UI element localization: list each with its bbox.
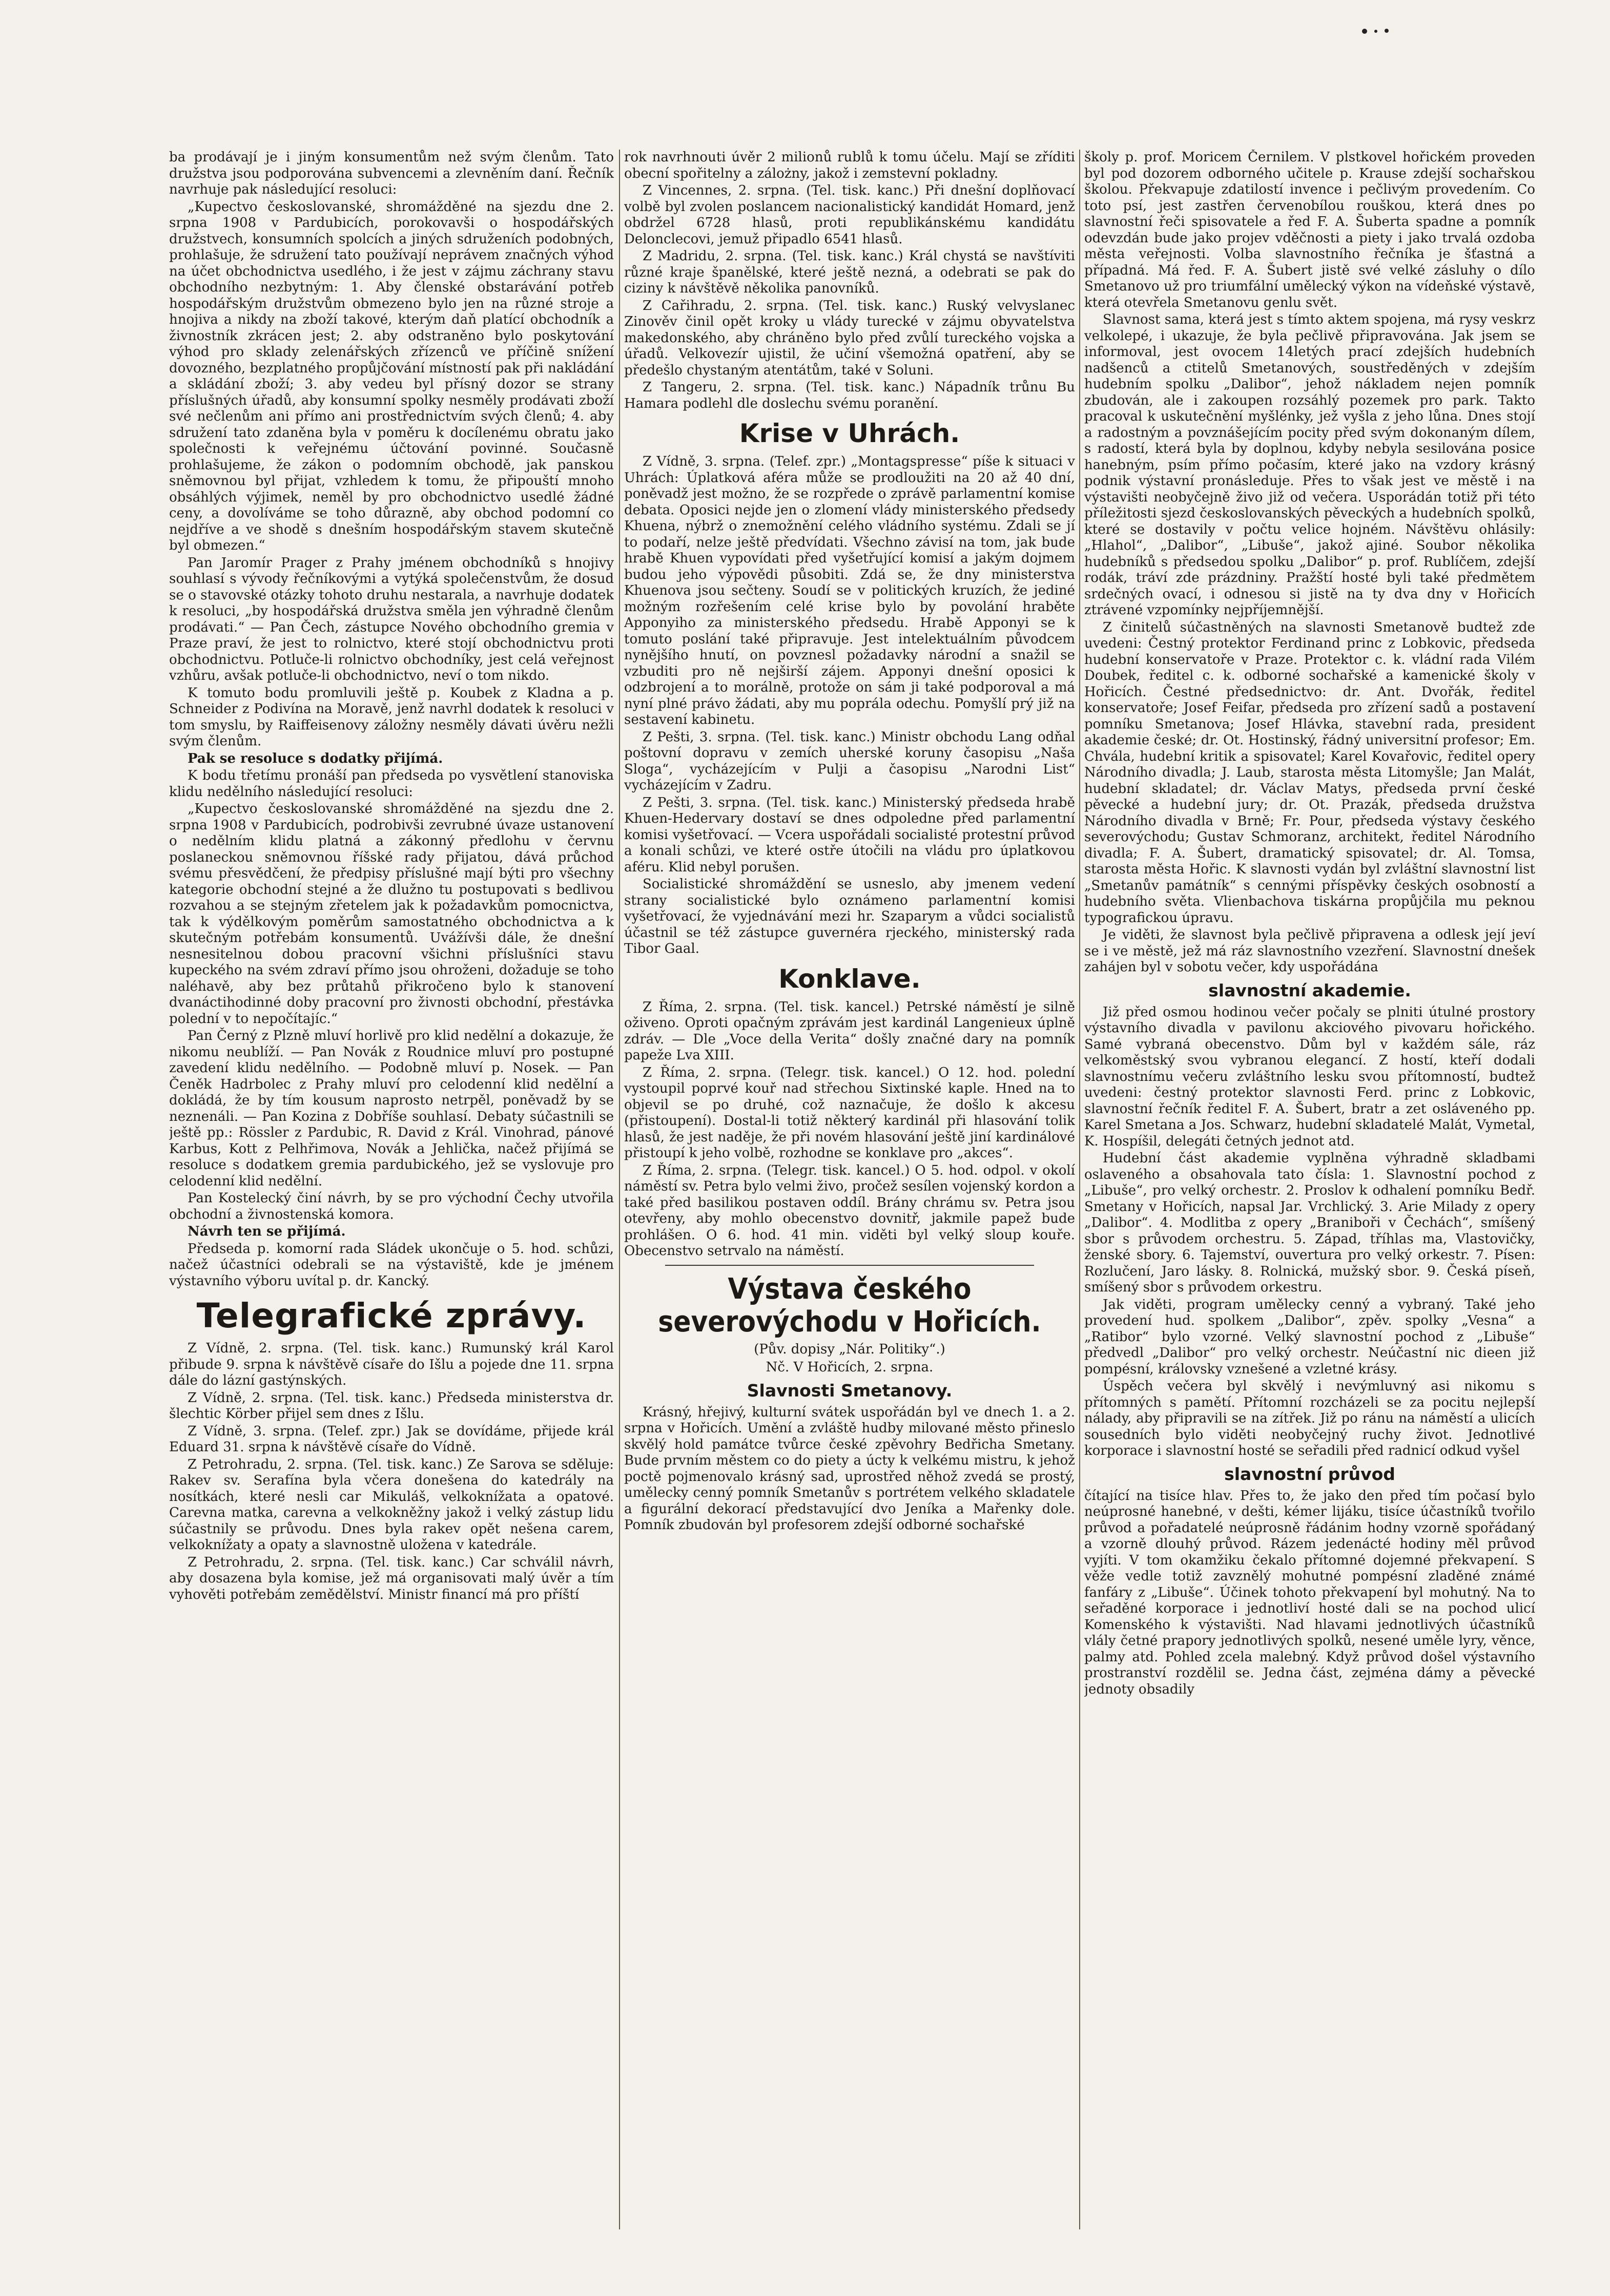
article-paragraph: Pan Jaromír Prager z Prahy jménem obchodníků s hnojivy souhlasí s vývody řečníkovými a vytýká společenstvům, že dosud se o stavovské otázky tohoto druhu nestarala, a navrhuje dodatek k resoluci, „by hospodářská družstva směla jen výhradně členům prodávati.“ — Pan Čech, zástupce Nového obchodního gremia v Praze praví, že jest to rolnictvo, které stojí obchodnictvu proti obchodnictvu. Potluče-li rolnictvo obchodníky, jest celá veřejnost vzhůru, avšak potluče-li obchodnictvo, neví o tom nikdo.: [169, 555, 614, 683]
telegram-item: Z Vídně, 2. srpna. (Tel. tisk. kanc.) Předseda ministerstva dr. šlechtic Körber přijel sem dnes z Išlu.: [169, 1390, 614, 1422]
article-paragraph: Krásný, hřejivý, kulturní svátek uspořádán byl ve dnech 1. a 2. srpna v Hořicích. Umění a zvláště hudby milované město přineslo skvělý hold památce tvůrce české zpěvohry Bedřicha Smetany. Bude prvním městem co do piety a úcty k velkému mistru, k jehož poctě pojmenovalo krásný sad, uprostřed něhož zvedá se prostý, umělecky cenný pomník Smetanův s portrétem velkého skladatele a figurální dekorací představující dvo Jeníka a Mařenky dole. Pomník zbudován byl profesorem zdejší odborné sochařské: [624, 1404, 1075, 1533]
sub-heading: slavnostní průvod: [1224, 1464, 1395, 1484]
article-paragraph: Pan Černý z Plzně mluví horlivě pro klid nedělní a dokazuje, že nikomu neublíží. — Pan Novák z Roudnice mluví pro postupné zavedení klidu nedělního. — Podobně mluví p. Nosek. — Pan Čeněk Hadrbolec z Prahy mluví pro celodenní klid nedělní a dokládá, že by tím kousum naprosto netrpěl, poněvadž by se neznenáli. — Pan Kozina z Dobříše souhlasí. Debaty súčastnili se ještě pp.: Rössler z Pardubic, R. David z Král. Vinohrad, pánové Karbus, Kott z Pelhřimova, Novák a Jehlička, načež přijímá se resoluce s dodatkem gremia pardubického, jež se vyslovuje pro celodenní klid nedělní.: [169, 1028, 614, 1189]
column-middle: [624, 150, 1075, 2240]
article-paragraph: Úspěch večera byl skvělý i nevýmluvný asi nikomu s přítomných s pamětí. Přítomní rozcházeli se za pocitu nejlepší nálady, aby připravili se na zítřek. Již po ránu na náměstí a ulicích sousedních bylo viděti neobyčejný ruchy život. Jednotlivé korporace i slavnostní hosté se seřadili před radnicí odkud vyšel: [1084, 1379, 1535, 1458]
column-left: [169, 150, 614, 2240]
section-heading: Krise v Uhrách.: [739, 419, 960, 448]
separator-line: [665, 1265, 1034, 1266]
column-rule: [1079, 150, 1080, 2229]
ink-dot: [1374, 30, 1377, 33]
telegram-item: Z Říma, 2. srpna. (Telegr. tisk. kancel.) O 5. hod. odpol. v okolí náměstí sv. Petra bylo velmi živo, pročež sesílen vojenský kordon a také před basilikou postaven oddíl. Brány chrámu sv. Petra jsou otevřeny, aby mohlo obecenstvo dovnitř, jakmile papež bude prohlášen. O 6. hod. 41 min. viděti byl velký sloup kouře. Obecenstvo setrvalo na náměstí.: [624, 1162, 1075, 1259]
telegram-item: Z Říma, 2. srpna. (Tel. tisk. kancel.) Petrské náměstí je silně oživeno. Oproti opačným zprávám jest kardinál Langenieux úplně zdráv. — Dle „Voce della Verita“ došly značné dary na pomník papeže Lva XIII.: [624, 999, 1075, 1063]
telegram-item: Z Vincennes, 2. srpna. (Tel. tisk. kanc.) Při dnešní doplňovací volbě byl zvolen poslancem nacionalistický kandidát Homard, jenž obdržel 6728 hlasů, proti republikánskému kandidátu Delonclecovi, jemuž připadlo 6541 hlasů.: [624, 183, 1075, 247]
telegram-item: Z Madridu, 2. srpna. (Tel. tisk. kanc.) Král chystá se navštíviti různé kraje španělské, které ještě nezná, a odebrati se pak do ciziny k návštěvě několika panovníků.: [624, 248, 1075, 296]
telegram-item: Z Vídně, 3. srpna. (Telef. zpr.) „Montagspresse“ píše k situaci v Uhrách: Úplatková aféra může se prodloužiti na 20 až 40 dní, poněvadž jest možno, že se rozpřede o zprávě parlamentní komise debata. Oposici nejde jen o zlomení vlády ministerského předsedy Khuena, nýbrž o znemožnění celého vládního systému. Zdali se jí to podaří, nelze ještě předvídati. Všechno závisí na tom, jak bude hrabě Khuen vypovídati před vyšetřující komisí a jakým dojmem budou jeho výpovědi působiti. Zdá se, že dny ministerstva Khuenova jsou sečteny. Soudí se v politických kruzích, že jediné možným rozřešením celé krise bylo by povolání hraběte Apponyiho za ministerského předsedu. Hrabě Apponyi se k tomuto poslání také připravuje. Jest intelektuálním původcem nynějšího hnutí, on povznesl požadavky národní a snažil se vzbuditi pro ně nejširší zájem. Apponyi dnešní oposici k odzbrojení a to morálně, protože on sám ji také podporoval a má nyní plné právo žádati, aby mu poprála odechu. Pomyšlí prý již na sestavení kabinetu.: [624, 454, 1075, 727]
article-paragraph: K bodu třetímu pronáší pan předseda po vysvětlení stanoviska klidu nedělního následující resoluci:: [169, 768, 614, 800]
telegram-item: Z Petrohradu, 2. srpna. (Tel. tisk. kanc.) Car schválil návrh, aby dosazena byla komise, jež má organisovati malý úvěr a tím vyhověti potřebám zemědělství. Ministr financí má pro příští: [169, 1554, 614, 1602]
telegram-item: Z Tangeru, 2. srpna. (Tel. tisk. kanc.) Nápadník trůnu Bu Hamara podlehl dle doslechu svému poranění.: [624, 380, 1075, 411]
resolution-text: „Kupectvo českoslovanské shromážděné na sjezdu dne 2. srpna 1908 v Pardubicích, podrobivši zevrubné úvaze ustanovení o nedělním klidu platná a zákonný předlohu v červnu poslaneckou sněmovnou říšské rady přijatou, dává průchod svému přesvědčení, že předpisy příslušné mají býti pro všechny kategorie obchodní stejné a že dlužno tu postupovati s bedlivou rozvahou a se stejným zřetelem jak k požadavkům pomocnictva, tak k výdělkovým poměrům samostatného obchodnictva a k skutečným potřebám konsumentů. Uvážívši dále, že dnešní nesnesitelnou dobou pracovní všichni příslušníci stavu kupeckého na svém zdraví přímo jsou ohroženi, dožaduje se toho naléhavě, aby bez průtahů přikročeno bylo k stanovení dvanáctihodinné doby pracovní pro živnosti obchodní, přestávka polední v to nepočítajíc.“: [169, 801, 614, 1027]
section-heading: Konklave.: [778, 964, 921, 994]
article-paragraph: Je viděti, že slavnost byla pečlivě připravena a odlesk její jeví se i ve městě, jež má ráz slavnostního vzezření. Slavnostní dnešek zahájen byl v sobotu večer, kdy uspořádána: [1084, 927, 1535, 975]
telegram-item: rok navrhnouti úvěr 2 milionů rublů k tomu účelu. Mají se zříditi obecní spořitelny a zálożny, jakož i zemstevní pokladny.: [624, 150, 1075, 181]
article-paragraph: Návrh ten se přijímá.: [188, 1224, 346, 1239]
article-paragraph: Již před osmou hodinou večer počaly se plniti útulné prostory výstavního divadla v pavilonu akciového pivovaru hořického. Samé vybraná obecenstvo. Dům byl v každém sále, ráz velkoměstský svou vybranou elegancí. Z hostí, kteří dodali slavnostnímu večeru zvláštního lesku svou přítomností, budtež uvedeni: čestný protektor slavnosti Ferd. princ z Lobkovic, slavnostní řečník ředitel F. A. Šubert, bratr a zet osláveného pp. Karel Smetana a Jos. Schwarz, hudební skladatelé Malát, Vymetal, K. Hospíšil, delegáti četných jednot atd.: [1084, 1004, 1535, 1149]
telegram-item: Z Pešti, 3. srpna. (Tel. tisk. kanc.) Ministr obchodu Lang odňal poštovní dopravu v zemích uherské koruny časopisu „Naša Sloga“, vycházejícím v Pulji a časopisu „Narodni List“ vycházejícím v Zadru.: [624, 729, 1075, 793]
telegram-item: Z Vídně, 3. srpna. (Telef. zpr.) Jak se dovídáme, přijede král Eduard 31. srpna k návštěvě císaře do Vídně.: [169, 1423, 614, 1455]
article-paragraph: ba prodávají je i jiným konsumentům než svým členům. Tato družstva jsou podporována subvencemi a zlevněním daní. Řečník navrhuje pak následující resoluci:: [169, 150, 614, 197]
article-paragraph: školy p. prof. Moricem Černilem. V plstkovel hořickém proveden byl pod dozorem odborného učitele p. Krause zdejší sochařskou školou. Překvapuje zdatilostí invence i pečlivým provedením. Co toto psí, jest zastřen červenobílou rouškou, která dnes po slavnostní řeči spisovatele a řed F. A. Šuberta spadne a pomník odevzdán bude jako projev vděčnosti a piety i jako trvalá ozdoba města veřejnosti. Volba slavnostního řečníka je šťastná a případná. Má řed. F. A. Šubert jistě své velké zásluhy o dílo Smetanovo už pro triumfální umělecký výkon na vídeňské výstavě, která otevřela Smetanovu genlu svět.: [1084, 150, 1535, 310]
source-note: (Pův. dopisy „Nár. Politiky“.): [754, 1341, 945, 1357]
article-paragraph: Socialistické shromáždění se usneslo, aby jmenem vedení strany socialistické bylo oznámeno parlamentní komisi vyšetřovací, že vyjednávání mezi hr. Szaparym a vůdci socialistů účastnil se též zástupce guvernéra rjeckého, ministerský rada Tibor Gaal.: [624, 876, 1075, 956]
column-rule: [619, 150, 620, 2229]
telegram-item: Z Říma, 2. srpna. (Telegr. tisk. kancel.) O 12. hod. polední vystoupil poprvé kouř nad střechou Sixtinské kaple. Hned na to objevil se po druhé, což naznačuje, že došlo k akcesu (přistoupení). Dostal-li totiž některý kardinál při hlasování tolik hlasů, že jest naděje, že při novém hlasování ještě jiní kardinálové přistoupí k jeho volbě, rozhodne se konklave pro „akces“.: [624, 1064, 1075, 1161]
article-paragraph: Hudební část akademie vyplněna výhradně skladbami oslaveného a obsahovala tato čísla: 1. Slavnostní pochod z „Libuše“, pro velký orchestr. 2. Proslov k odhalení pomníku Bedř. Smetany v Hořicích, napsal Jar. Vrchlický. 3. Arie Milady z opery „Dalibor“. 4. Modlitba z opery „Braniboři v Čechách“, smíšený sbor s průvodem orchestru. 5. Západ, tříhlas ma, Vlastovičky, ženské sbory. 6. Tajemství, ouvertura pro velký orkestr. 7. Písen: Rozlučení, Jaro lásky. 8. Rolnická, mužský sbor. 9. Česká píseň, smíšený sbor s průvodem orkestru.: [1084, 1151, 1535, 1295]
section-heading: Telegrafické zprávy.: [196, 1296, 587, 1335]
sub-heading: slavnostní akademie.: [1208, 980, 1411, 1000]
resolution-text: „Kupectvo českoslovanské, shromážděné na sjezdu dne 2. srpna 1908 v Pardubicích, porokovavši o hospodářských družstvech, konsumních spolcích a jiných sdruženích podobných, prohlašuje, že sdružení tato používají neprávem značných výhod na účet obchodnictva usedlého, i že jest v zájmu záchrany stavu obchodního nezbytným: 1. Aby členské obstarávání potřeb hospodářským družstvům obmezeno bylo jen na různé stroje a hnojiva a nikdy na zboží takové, kterým daň platící obchodník a živnostník zkrácen jest; 2. aby odstraněno bylo poskytování výhod pro sklady zelenářských zřízenců ve příčině snížení dovozného, bezplatného propůjčování místností pak při nakládání a skládání zboží; 3. aby vedeu byl přísný dozor se strany příslušných úřadů, aby konsumní spolky nesměly prodávati zboží své nečlenům ani přímo ani prostřednictvím svých členů; 4. aby sdružení tato zdaněna byla v poměru k docílenému obratu jako společnosti k veřejnému účtování povinné. Současně prohlašujeme, že zákon o podomním obchodě, jak panskou sněmovnou byl přijat, vzhledem k tomu, že připouští mnoho obsáhlých výjimek, neměl by pro obchodnictvo usedlé žádné ceny, a dovolíváme se toho důrazně, aby obchod podomní co nejdříve a ve shodě s dnešním hospodářským stavem skutečně byl obmezen.“: [169, 199, 614, 553]
article-paragraph: K tomuto bodu promluvili ještě p. Koubek z Kladna a p. Schneider z Podivína na Moravě, jenž navrhl dodatek k resoluci v tom smyslu, by Raiffeisenovy záložny nesměly dávati úvěru nežli svým členům.: [169, 685, 614, 749]
telegram-item: Z Vídně, 2. srpna. (Tel. tisk. kanc.) Rumunský král Karol přibude 9. srpna k návštěvě císaře do Išlu a pojede dne 11. srpna dále do lázní gastýnských.: [169, 1341, 614, 1388]
article-paragraph: čítající na tisíce hlav. Přes to, že jako den před tím počasí bylo neúprosné hanebné, v dešti, kémer lijáku, tisíce účastníků tvořilo průvod a pořadatelé neúprosně řádánim hodny vzorně spořádaný a vzorně dlouhý průvod. Rázem jedenácté hodiny měl průvod vyjíti. V tom okamžiku čekalo přítomné dojemné překvapení. S věže vedle totiž zavznělý mohutné pompésní zladěné známé fanfáry z „Libuše“. Účinek tohoto překvapení byl mohutný. Na to seřaděné korporace i jednotliví hosté dali se na pochod ulicí Komenského k výstavišti. Nad hlavami jednotlivých účastníků vlály četné prapory jednotlivých spolků, nesené uměle lyry, věnce, palmy atd. Pohled zcela malebný. Když průvod došel výstavního prostranství rozdělil se. Jedna část, zejména dámy a pěvecké jednoty obsadily: [1084, 1488, 1535, 1697]
column-right: [1084, 150, 1535, 2240]
telegram-item: Z Petrohradu, 2. srpna. (Tel. tisk. kanc.) Ze Sarova se sděluje: Rakev sv. Serafína byla včera donešena do katedrály na nosítkách, které nesli car Mikuláš, velkoknížata a opatové. Carevna matka, carevna a velkokněžny jakož i velký zástup lidu súčastnily se průvodu. Dnes byla rakev opět nešena carem, velkoknížaty a opaty a slavnostně uložena v katedrále.: [169, 1456, 614, 1553]
section-heading: Výstava českého severovýchodu v Hořicích.: [658, 1272, 1041, 1339]
article-paragraph: Pan Kostelecký činí návrh, by se pro východní Čechy utvořila obchodní a živnostenská komora.: [169, 1191, 614, 1222]
article-paragraph: Předseda p. komorní rada Sládek ukončuje o 5. hod. schůzi, načež účastníci odebrali se na výstaviště, kde je jménem výstavního výboru uvítal p. dr. Kancký.: [169, 1241, 614, 1289]
sub-heading: Slavnosti Smetanovy.: [747, 1380, 953, 1401]
article-paragraph: Jak viděti, program umělecky cenný a vybraný. Také jeho provedení hud. spolkem „Dalibor“, zpěv. spolky „Vesna“ a „Ratibor“ bylo vzorné. Velký slavnostní pochod z „Libuše“ předvedl „Dalibor“ pro velký orchestr. Neúčastní nic dieen již pompésní, královsky vznešené a vzletné krásy.: [1084, 1297, 1535, 1377]
ink-dot: [1385, 29, 1389, 33]
article-paragraph: Slavnost sama, která jest s tímto aktem spojena, má rysy veskrz velkolepé, i ukazuje, že byla pečlivě připravována. Jak jsem se informoval, jest ovocem 14letých prací zdejších hudebních nadšenců a ctitelů Smetanových, soustředěných v zdejším hudebním spolku „Dalibor“, jehož nákladem nejen pomník zbudován, ale i zakoupen rozsáhlý pozemek pro park. Takto pracoval k uskutečnění myšlénky, jež vyšla z jeho lůna. Dnes stojí a radostným a povznášejícím pocity před svým dokonaným dílem, s radostí, která byla by doplnou, kdyby nebyla sesilována posice hanebným, psím přímo počasím, které jako na vzdory krásný podnik výstavní pronásleduje. Přes to však jest ve městě i na výstavišti neobyčejně živo již od večera. Usporádán totiž při této příležitosti sjezd českoslovanských pěveckých a hudebních spolků, které se dostavily v počtu velice hojném. Návštěvu ohlásily: „Hlahol“, „Dalibor“, „Libuše“, jakož ajiné. Soubor několika hudebníků s předsedou spolku „Dalibor“ p. prof. Rublíčem, zdejší rodák, tráví zde prázdniny. Pražští hosté byli také předmětem srdečných ovací, i odnesou si jistě na ty dva dny v Hořicích ztrávené vzpomínky nejpříjemnější.: [1084, 312, 1535, 618]
ink-dot: [1362, 29, 1367, 34]
article-paragraph: Pak se resoluce s dodatky přijímá.: [188, 750, 443, 766]
telegram-item: Z Cařihradu, 2. srpna. (Tel. tisk. kanc.) Ruský velvyslanec Zinověv činil opět kroky u vlády turecké v zájmu obyvatelstva makedonského, aby chráněno bylo před zvůlí tureckého vojska a úřadů. Velkovezír ujistil, že učiní všemožná opatření, aby se předešlo chystaným atentátům, také v Soluni.: [624, 298, 1075, 378]
telegram-item: Z Pešti, 3. srpna. (Tel. tisk. kanc.) Ministerský předseda hrabě Khuen-Hedervary dostaví se dnes odpoledne před parlamentní komisi vyšetřovací. — Vcera uspořádali socialisté protestní průvod a konali schůzi, ve které ostře útočili na vládu pro úplatkovou aféru. Klid nebyl porušen.: [624, 795, 1075, 875]
dateline: Nč. V Hořicích, 2. srpna.: [766, 1360, 934, 1375]
article-paragraph: Z činitelů súčastněných na slavnosti Smetanově budtež zde uvedeni: Čestný protektor Ferdinand princ z Lobkovic, předseda hudební konservatoře v Praze. Protektor c. k. vládní rada Vilém Doubek, ředitel c. k. odborné sochařské a kamenické školy v Hořicích. Čestné předsednictvo: dr. Ant. Dvořák, ředitel konservatoře; Josef Feifar, předseda pro zřízení sadů a postavení pomníku Smetanova; Josef Hlávka, stavební rada, president akademie české; dr. Ot. Hostinský, řádný universitní profesor; Em. Chvála, hudební kritik a spisovatel; Karel Kovařovic, ředitel opery Národního divadla; J. Laub, starosta města Litomyšle; Jan Malát, hudební skladatel; dr. Václav Matys, předseda první české pěvecké a hudební jury; dr. Ot. Prazák, předseda družstva Národního divadla v Brně; Fr. Pour, předseda výstavy českého severovýchodu; Gustav Schmoranz, architekt, ředitel Národního divadla; F. A. Šubert, dramatický spisovatel; dr. Al. Tomsa, starosta města Hořic. K slavnosti vydán byl zvláštní slavnostní list „Smetanův památník“ s cennými příspěvky českých osobností a hudebního světa. Vlienbachova tiskárna propůjčila mu peknou typografickou úpravu.: [1084, 619, 1535, 926]
